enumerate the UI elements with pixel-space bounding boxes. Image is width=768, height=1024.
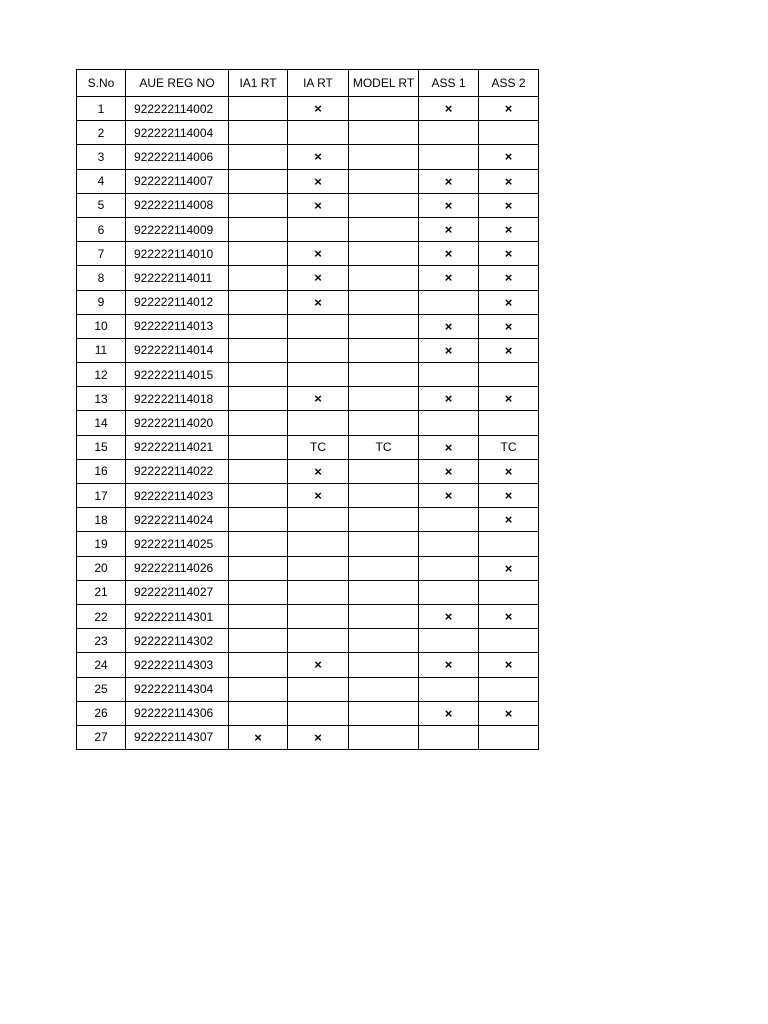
cell-model-rt xyxy=(349,97,419,121)
cell-model-rt xyxy=(349,242,419,266)
cell-ass-2 xyxy=(479,532,539,556)
table-row xyxy=(77,193,539,217)
cell-ia1-rt xyxy=(229,217,288,241)
cell-ass-2: × xyxy=(479,97,539,121)
cell-ass-2: TC xyxy=(479,435,539,459)
cell-sno: 2 xyxy=(77,121,126,145)
cell-ia1-rt xyxy=(229,580,288,604)
cell-model-rt xyxy=(349,580,419,604)
cell-ass-1: × xyxy=(419,435,479,459)
header-reg-no: AUE REG NO xyxy=(126,70,229,97)
cell-ass-1: × xyxy=(419,266,479,290)
cell-sno: 19 xyxy=(77,532,126,556)
cell-sno: 24 xyxy=(77,653,126,677)
cell-ass-2: × xyxy=(479,701,539,725)
cell-ass-2 xyxy=(479,363,539,387)
table-row xyxy=(77,145,539,169)
cell-sno: 18 xyxy=(77,508,126,532)
cell-model-rt xyxy=(349,508,419,532)
cell-reg-no: 922222114004 xyxy=(126,121,229,145)
cell-sno: 8 xyxy=(77,266,126,290)
cell-ass-1: × xyxy=(419,484,479,508)
cell-ass-2: × xyxy=(479,508,539,532)
cell-ass-1: × xyxy=(419,314,479,338)
cell-sno: 20 xyxy=(77,556,126,580)
cell-ass-2 xyxy=(479,629,539,653)
table-row xyxy=(77,97,539,121)
table-row xyxy=(77,580,539,604)
cell-ass-1: × xyxy=(419,97,479,121)
retest-table xyxy=(76,69,539,750)
cell-ass-1: × xyxy=(419,338,479,362)
cell-sno: 9 xyxy=(77,290,126,314)
cell-ia1-rt xyxy=(229,242,288,266)
cell-sno: 15 xyxy=(77,435,126,459)
table-row xyxy=(77,435,539,459)
cell-ass-1 xyxy=(419,580,479,604)
cell-ass-1 xyxy=(419,532,479,556)
cell-model-rt xyxy=(349,193,419,217)
cell-reg-no: 922222114010 xyxy=(126,242,229,266)
cell-model-rt xyxy=(349,677,419,701)
cell-ass-2: × xyxy=(479,604,539,628)
cell-ass-1 xyxy=(419,556,479,580)
table-row xyxy=(77,653,539,677)
cell-reg-no: 922222114027 xyxy=(126,580,229,604)
cell-sno: 23 xyxy=(77,629,126,653)
cell-sno: 25 xyxy=(77,677,126,701)
cell-model-rt xyxy=(349,725,419,749)
cell-model-rt xyxy=(349,459,419,483)
cell-sno: 16 xyxy=(77,459,126,483)
marks-sheet xyxy=(76,69,539,750)
cell-model-rt xyxy=(349,363,419,387)
cell-sno: 1 xyxy=(77,97,126,121)
table-row xyxy=(77,169,539,193)
cell-ass-2 xyxy=(479,411,539,435)
cell-ia1-rt xyxy=(229,484,288,508)
cell-ia1-rt xyxy=(229,556,288,580)
cell-model-rt xyxy=(349,484,419,508)
cell-ia-rt xyxy=(288,121,349,145)
cell-reg-no: 922222114002 xyxy=(126,97,229,121)
cell-ass-1: × xyxy=(419,459,479,483)
cell-ass-1: × xyxy=(419,653,479,677)
cell-ass-1 xyxy=(419,363,479,387)
table-row xyxy=(77,363,539,387)
cell-ia-rt: × xyxy=(288,653,349,677)
cell-sno: 17 xyxy=(77,484,126,508)
cell-ia-rt: × xyxy=(288,484,349,508)
cell-ia-rt xyxy=(288,314,349,338)
cell-ass-2: × xyxy=(479,217,539,241)
cell-sno: 14 xyxy=(77,411,126,435)
cell-ia-rt: × xyxy=(288,97,349,121)
cell-sno: 7 xyxy=(77,242,126,266)
table-row xyxy=(77,411,539,435)
table-row xyxy=(77,532,539,556)
cell-ia-rt xyxy=(288,604,349,628)
cell-model-rt: TC xyxy=(349,435,419,459)
cell-ass-1: × xyxy=(419,242,479,266)
cell-model-rt xyxy=(349,217,419,241)
cell-reg-no: 922222114012 xyxy=(126,290,229,314)
header-ass-1: ASS 1 xyxy=(419,70,479,97)
cell-reg-no: 922222114022 xyxy=(126,459,229,483)
cell-ia-rt xyxy=(288,580,349,604)
cell-ia-rt xyxy=(288,677,349,701)
cell-model-rt xyxy=(349,387,419,411)
cell-model-rt xyxy=(349,121,419,145)
cell-reg-no: 922222114026 xyxy=(126,556,229,580)
cell-ass-2: × xyxy=(479,193,539,217)
cell-ass-1: × xyxy=(419,217,479,241)
cell-ia-rt: × xyxy=(288,290,349,314)
cell-model-rt xyxy=(349,266,419,290)
cell-reg-no: 922222114015 xyxy=(126,363,229,387)
cell-reg-no: 922222114303 xyxy=(126,653,229,677)
cell-ia1-rt xyxy=(229,121,288,145)
cell-sno: 27 xyxy=(77,725,126,749)
cell-ass-1 xyxy=(419,725,479,749)
cell-ia1-rt xyxy=(229,266,288,290)
cell-ass-1 xyxy=(419,677,479,701)
cell-model-rt xyxy=(349,556,419,580)
cell-ia-rt: × xyxy=(288,266,349,290)
cell-ia-rt: × xyxy=(288,145,349,169)
table-row xyxy=(77,629,539,653)
cell-ass-2 xyxy=(479,725,539,749)
cell-ia-rt: TC xyxy=(288,435,349,459)
cell-ia1-rt xyxy=(229,459,288,483)
cell-reg-no: 922222114021 xyxy=(126,435,229,459)
cell-ia1-rt xyxy=(229,193,288,217)
cell-model-rt xyxy=(349,145,419,169)
cell-ia-rt xyxy=(288,508,349,532)
cell-ass-2: × xyxy=(479,169,539,193)
header-row xyxy=(77,70,539,97)
cell-ass-2: × xyxy=(479,484,539,508)
table-row xyxy=(77,387,539,411)
header-ia1-rt: IA1 RT xyxy=(229,70,288,97)
table-row xyxy=(77,290,539,314)
cell-ass-1 xyxy=(419,121,479,145)
cell-reg-no: 922222114006 xyxy=(126,145,229,169)
cell-sno: 13 xyxy=(77,387,126,411)
cell-reg-no: 922222114302 xyxy=(126,629,229,653)
cell-ia-rt xyxy=(288,532,349,556)
cell-ia1-rt xyxy=(229,97,288,121)
cell-ia-rt: × xyxy=(288,242,349,266)
cell-ass-2: × xyxy=(479,314,539,338)
cell-ia1-rt xyxy=(229,338,288,362)
cell-ass-2: × xyxy=(479,338,539,362)
cell-sno: 3 xyxy=(77,145,126,169)
cell-reg-no: 922222114007 xyxy=(126,169,229,193)
cell-reg-no: 922222114008 xyxy=(126,193,229,217)
cell-model-rt xyxy=(349,290,419,314)
cell-ia-rt xyxy=(288,629,349,653)
cell-ia1-rt xyxy=(229,629,288,653)
cell-reg-no: 922222114025 xyxy=(126,532,229,556)
cell-sno: 10 xyxy=(77,314,126,338)
cell-reg-no: 922222114020 xyxy=(126,411,229,435)
cell-model-rt xyxy=(349,604,419,628)
cell-ass-2 xyxy=(479,677,539,701)
header-ia-rt: IA RT xyxy=(288,70,349,97)
cell-reg-no: 922222114009 xyxy=(126,217,229,241)
cell-ass-2: × xyxy=(479,242,539,266)
cell-ia-rt: × xyxy=(288,387,349,411)
cell-ass-1: × xyxy=(419,169,479,193)
table-row xyxy=(77,556,539,580)
cell-sno: 6 xyxy=(77,217,126,241)
cell-ia1-rt xyxy=(229,363,288,387)
table-row xyxy=(77,484,539,508)
cell-sno: 5 xyxy=(77,193,126,217)
cell-reg-no: 922222114011 xyxy=(126,266,229,290)
cell-ass-2: × xyxy=(479,653,539,677)
cell-ass-1 xyxy=(419,629,479,653)
cell-sno: 11 xyxy=(77,338,126,362)
cell-ass-2: × xyxy=(479,145,539,169)
table-row xyxy=(77,314,539,338)
cell-ia1-rt xyxy=(229,653,288,677)
cell-ia-rt xyxy=(288,411,349,435)
cell-ia1-rt xyxy=(229,435,288,459)
cell-ia-rt xyxy=(288,217,349,241)
cell-ass-2 xyxy=(479,121,539,145)
table-row xyxy=(77,508,539,532)
cell-ass-2: × xyxy=(479,290,539,314)
cell-ia1-rt xyxy=(229,145,288,169)
cell-reg-no: 922222114024 xyxy=(126,508,229,532)
cell-ia1-rt xyxy=(229,508,288,532)
cell-model-rt xyxy=(349,629,419,653)
cell-reg-no: 922222114014 xyxy=(126,338,229,362)
cell-ass-1: × xyxy=(419,604,479,628)
cell-ass-1: × xyxy=(419,193,479,217)
cell-ass-1: × xyxy=(419,701,479,725)
cell-model-rt xyxy=(349,314,419,338)
cell-ia1-rt xyxy=(229,314,288,338)
cell-ia-rt xyxy=(288,556,349,580)
cell-ass-2 xyxy=(479,580,539,604)
table-row xyxy=(77,459,539,483)
cell-ia-rt: × xyxy=(288,193,349,217)
table-row xyxy=(77,121,539,145)
cell-reg-no: 922222114018 xyxy=(126,387,229,411)
cell-model-rt xyxy=(349,169,419,193)
table-row xyxy=(77,338,539,362)
header-ass-2: ASS 2 xyxy=(479,70,539,97)
table-row xyxy=(77,701,539,725)
cell-ia1-rt xyxy=(229,411,288,435)
cell-ia-rt: × xyxy=(288,169,349,193)
cell-ass-1 xyxy=(419,411,479,435)
cell-sno: 4 xyxy=(77,169,126,193)
cell-reg-no: 922222114301 xyxy=(126,604,229,628)
cell-ia1-rt xyxy=(229,387,288,411)
cell-ia-rt: × xyxy=(288,725,349,749)
cell-ia-rt xyxy=(288,701,349,725)
cell-ia1-rt xyxy=(229,169,288,193)
cell-ia1-rt xyxy=(229,290,288,314)
table-row xyxy=(77,217,539,241)
cell-ass-1 xyxy=(419,508,479,532)
cell-ass-2: × xyxy=(479,387,539,411)
table-row xyxy=(77,725,539,749)
table-row xyxy=(77,604,539,628)
cell-reg-no: 922222114304 xyxy=(126,677,229,701)
cell-ia-rt xyxy=(288,363,349,387)
cell-reg-no: 922222114307 xyxy=(126,725,229,749)
cell-model-rt xyxy=(349,411,419,435)
cell-model-rt xyxy=(349,532,419,556)
table-row xyxy=(77,242,539,266)
cell-reg-no: 922222114306 xyxy=(126,701,229,725)
cell-sno: 12 xyxy=(77,363,126,387)
header-sno: S.No xyxy=(77,70,126,97)
table-row xyxy=(77,266,539,290)
cell-reg-no: 922222114013 xyxy=(126,314,229,338)
header-model-rt: MODEL RT xyxy=(349,70,419,97)
cell-reg-no: 922222114023 xyxy=(126,484,229,508)
table-body xyxy=(77,97,539,750)
cell-ia1-rt xyxy=(229,532,288,556)
cell-sno: 21 xyxy=(77,580,126,604)
table-row xyxy=(77,677,539,701)
cell-ass-1 xyxy=(419,290,479,314)
cell-ass-2: × xyxy=(479,459,539,483)
cell-ia1-rt: × xyxy=(229,725,288,749)
cell-model-rt xyxy=(349,338,419,362)
cell-ia-rt xyxy=(288,338,349,362)
cell-model-rt xyxy=(349,701,419,725)
cell-ia1-rt xyxy=(229,701,288,725)
cell-ia1-rt xyxy=(229,604,288,628)
cell-ass-1 xyxy=(419,145,479,169)
cell-ass-2: × xyxy=(479,266,539,290)
cell-ia-rt: × xyxy=(288,459,349,483)
cell-ia1-rt xyxy=(229,677,288,701)
cell-sno: 22 xyxy=(77,604,126,628)
cell-ass-1: × xyxy=(419,387,479,411)
cell-ass-2: × xyxy=(479,556,539,580)
cell-sno: 26 xyxy=(77,701,126,725)
cell-model-rt xyxy=(349,653,419,677)
